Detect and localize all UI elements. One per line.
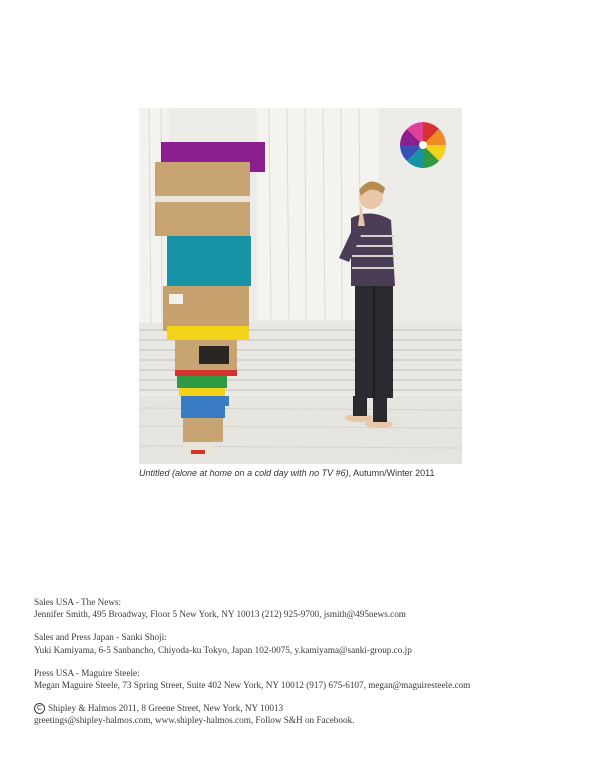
copyright-icon: C: [34, 703, 45, 714]
contact-heading: Press USA - Maguire Steele:: [34, 667, 140, 678]
copyright-line: [34, 702, 574, 714]
photo-caption: [139, 468, 469, 478]
contact-heading: Sales and Press Japan - Sanki Shoji:: [34, 632, 167, 643]
footer-contact-line: greetings@shipley-halmos.com, www.shipley-halmos.com, Follow S&H on Facebook.: [34, 715, 355, 726]
artwork-illustration: [139, 108, 462, 464]
copyright-text: Shipley & Halmos 2011, 8 Greene Street, New York, NY 10013: [48, 703, 284, 714]
footer-block: [34, 702, 574, 726]
caption-season: , Autumn/Winter 2011: [348, 468, 435, 478]
contact-detail: Yuki Kamiyama, 6-5 Sanbancho, Chiyoda-ku Tokyo, Japan 102-0075, y.kamiyama@sanki-group.co.jp: [34, 644, 412, 655]
contact-detail: Jennifer Smith, 495 Broadway, Floor 5 New York, NY 10013 (212) 925-9700, jsmith@495news.com: [34, 609, 406, 620]
caption-title: Untitled (alone at home on a cold day with no TV #6): [139, 468, 349, 478]
contact-detail: Megan Maguire Steele, 73 Spring Street, Suite 402 New York, NY 10012 (917) 675-6107, megan@maguiresteele.com: [34, 680, 471, 691]
contact-block-press-usa: [34, 667, 574, 691]
contact-block-sales-usa: [34, 596, 574, 620]
contact-heading: Sales USA - The News:: [34, 597, 122, 607]
contact-block-japan: [34, 631, 574, 655]
contact-section: [34, 596, 574, 738]
artwork-photo: [139, 108, 462, 464]
